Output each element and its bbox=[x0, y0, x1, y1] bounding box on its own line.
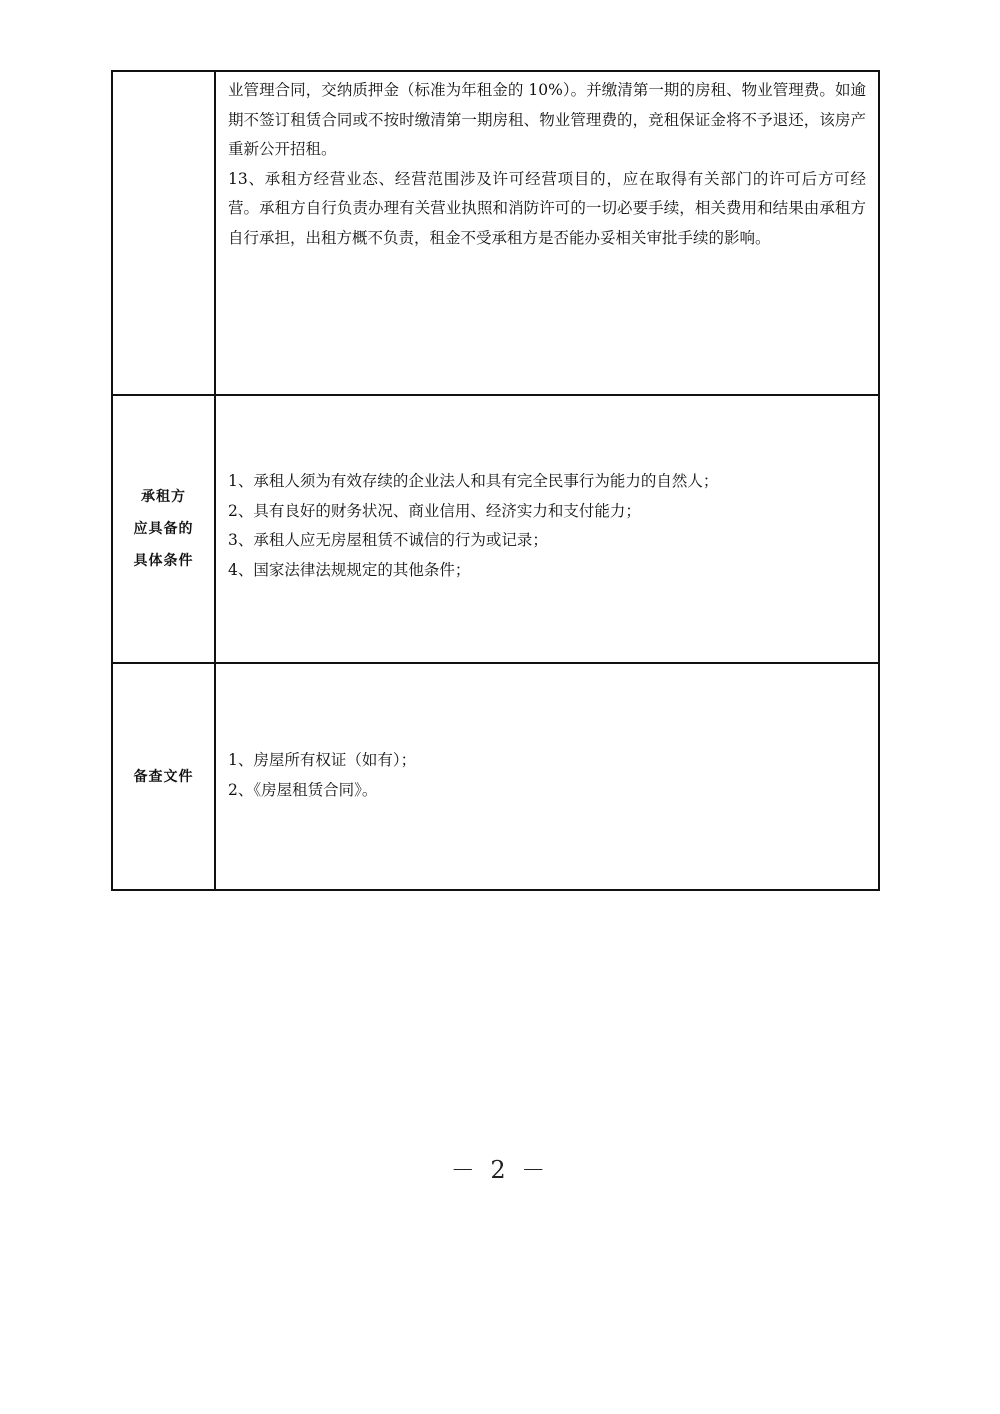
info-table bbox=[111, 70, 880, 891]
page-number: － 2 － bbox=[450, 1156, 550, 1184]
row-label-reference-documents: 备查文件 bbox=[112, 663, 215, 890]
table-row-continued-terms bbox=[112, 71, 879, 395]
row-label-empty bbox=[112, 71, 215, 395]
label-line: 应具备的 bbox=[133, 521, 194, 537]
conditions-content-cell bbox=[215, 395, 879, 663]
label-line: 具体条件 bbox=[133, 553, 194, 569]
table-row-reference-documents bbox=[112, 663, 879, 890]
terms-paragraph: 业管理合同，交纳质押金（标准为年租金的 10%）。并缴清第一期的房租、物业管理费。如逾期不签订租赁合同或不按时缴清第一期房租、物业管理费的，竞租保证金将不予退还，该房产重新公开招租。 bbox=[228, 81, 866, 158]
list-item: 3、承租人应无房屋租赁不诚信的行为或记录； bbox=[228, 531, 548, 549]
label-line: 承租方 bbox=[141, 489, 186, 505]
list-item: 4、国家法律法规规定的其他条件； bbox=[228, 560, 471, 579]
terms-paragraph: 13、承租方经营业态、经营范围涉及许可经营项目的，应在取得有关部门的许可后方可经营。承租方自行负责办理有关营业执照和消防许可的一切必要手续，相关费用和结果由承租方自行承担，出租方概不负责，租金不受承租方是否能办妥相关审批手续的影响。 bbox=[228, 169, 866, 247]
row-label-lessee-conditions bbox=[112, 395, 215, 663]
terms-content-cell bbox=[215, 71, 879, 395]
documents-content-cell bbox=[215, 663, 879, 890]
list-item: 2、具有良好的财务状况、商业信用、经济实力和支付能力； bbox=[228, 501, 641, 520]
list-item: 1、承租人须为有效存续的企业法人和具有完全民事行为能力的自然人； bbox=[228, 472, 719, 490]
list-item: 2、《房屋租赁合同》。 bbox=[228, 780, 378, 799]
table-row-lessee-conditions bbox=[112, 395, 879, 663]
list-item: 1、房屋所有权证（如有）； bbox=[228, 751, 417, 769]
